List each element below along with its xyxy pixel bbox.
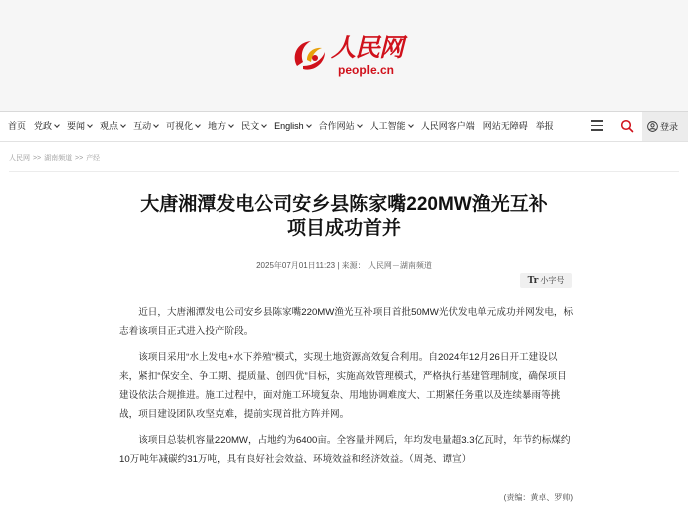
nav-items xyxy=(0,112,554,141)
nav-item-label: 要闻 xyxy=(67,121,86,131)
chevron-down-icon xyxy=(408,122,414,128)
article-source[interactable]: 人民网－湖南频道 xyxy=(367,261,432,270)
user-icon xyxy=(647,121,658,132)
nav-item[interactable] xyxy=(208,112,233,141)
nav-item[interactable] xyxy=(274,112,311,141)
nav-item[interactable] xyxy=(421,112,475,141)
nav-item-label: 网站无障碍 xyxy=(482,121,528,131)
article-title-line1: 大唐湘潭发电公司安乡县陈家嘴220MW渔光互补 xyxy=(140,194,548,215)
font-size-icon: Tr xyxy=(527,275,539,286)
font-size-label: 小字号 xyxy=(540,276,565,285)
chevron-down-icon xyxy=(228,122,234,128)
article-body xyxy=(119,303,575,476)
article-paragraph: 该项目总装机容量220MW，占地约为6400亩。全容量并网后，年均发电量超3.3亿瓦时，年节约标煤约10万吨年减碳约31万吨，具有良好社会效益、环境效益和经济效益。（周尧、谭宣） xyxy=(119,435,571,465)
divider xyxy=(9,171,679,172)
nav-item-label: 举报 xyxy=(535,121,554,131)
logo-text-cn: 人民网 xyxy=(331,33,404,62)
article-paragraph: 该项目采用“水上发电+水下养殖”模式，实现土地资源高效复合利用。自2024年12月26日开工建设以来，紧扣“保安全、争工期、提质量、创四优”目标，实施高效管理模式，严格执行基建管理制度，确保项目建设依法合规推进。施工过程中，面对施工环境复杂、用地协调难度大、工期紧任务重以及连续暴雨等挑战，项目建设团队攻坚克难，提前实现首批方阵并网。 xyxy=(119,352,567,420)
nav-item-label: 互动 xyxy=(133,121,152,131)
nav-item-label: 合作网站 xyxy=(318,121,355,131)
nav-item[interactable] xyxy=(100,112,125,141)
chevron-down-icon xyxy=(87,122,93,128)
chevron-down-icon xyxy=(120,122,126,128)
nav-item-label: 可视化 xyxy=(166,121,194,131)
breadcrumb xyxy=(9,153,100,163)
meta-separator: | xyxy=(337,261,342,270)
article-paragraph: 近日，大唐湘潭发电公司安乡县陈家嘴220MW渔光互补项目首批50MW光伏发电单元成功并网发电，标志着该项目正式进入投产阶段。 xyxy=(119,307,574,337)
logo-text-en: people.cn xyxy=(338,63,395,77)
nav-item[interactable] xyxy=(133,112,158,141)
nav-item-label: 首页 xyxy=(8,121,27,131)
nav-item[interactable] xyxy=(370,112,413,141)
login-button[interactable] xyxy=(642,112,688,141)
font-size-toggle[interactable] xyxy=(520,273,572,288)
breadcrumb-item-industry[interactable]: 产经 xyxy=(86,155,101,162)
nav-item[interactable] xyxy=(166,112,200,141)
logo-emblem-icon xyxy=(289,36,329,76)
search-icon[interactable] xyxy=(620,119,634,133)
chevron-down-icon xyxy=(306,122,312,128)
site-header xyxy=(0,0,688,111)
chevron-down-icon xyxy=(153,122,159,128)
article-meta xyxy=(100,260,588,271)
chevron-down-icon xyxy=(261,122,267,128)
article-editor: (责编：黄卓、罗帅) xyxy=(503,493,573,502)
article-date: 2025年07月01日11:23 xyxy=(256,261,336,270)
nav-item[interactable] xyxy=(34,112,59,141)
nav-item-label: 观点 xyxy=(100,121,119,131)
hamburger-icon[interactable] xyxy=(591,120,603,132)
nav-item-label: English xyxy=(274,121,304,131)
article-title xyxy=(110,193,578,241)
nav-item[interactable] xyxy=(536,112,554,141)
nav-item-label: 人民网客户端 xyxy=(420,121,475,131)
nav-item[interactable] xyxy=(8,112,26,141)
breadcrumb-separator: >> xyxy=(32,155,42,162)
breadcrumb-separator: >> xyxy=(75,155,84,162)
breadcrumb-item-people[interactable]: 人民网 xyxy=(9,155,30,162)
nav-item[interactable] xyxy=(483,112,528,141)
nav-item[interactable] xyxy=(67,112,92,141)
nav-item-label: 地方 xyxy=(208,121,227,131)
main-nav xyxy=(0,111,688,142)
login-label: 登录 xyxy=(660,122,679,132)
nav-item-label: 党政 xyxy=(34,121,53,131)
article-title-line2: 项目成功首并 xyxy=(286,218,401,239)
chevron-down-icon xyxy=(357,122,363,128)
nav-item[interactable] xyxy=(241,112,266,141)
chevron-down-icon xyxy=(195,122,201,128)
nav-item-label: 民文 xyxy=(241,121,260,131)
nav-item-label: 人工智能 xyxy=(369,121,406,131)
nav-item[interactable] xyxy=(319,112,362,141)
people-logo[interactable] xyxy=(289,34,409,80)
breadcrumb-item-hunan[interactable]: 湖南频道 xyxy=(44,155,73,162)
source-label: 来源： xyxy=(341,261,366,270)
chevron-down-icon xyxy=(54,122,60,128)
